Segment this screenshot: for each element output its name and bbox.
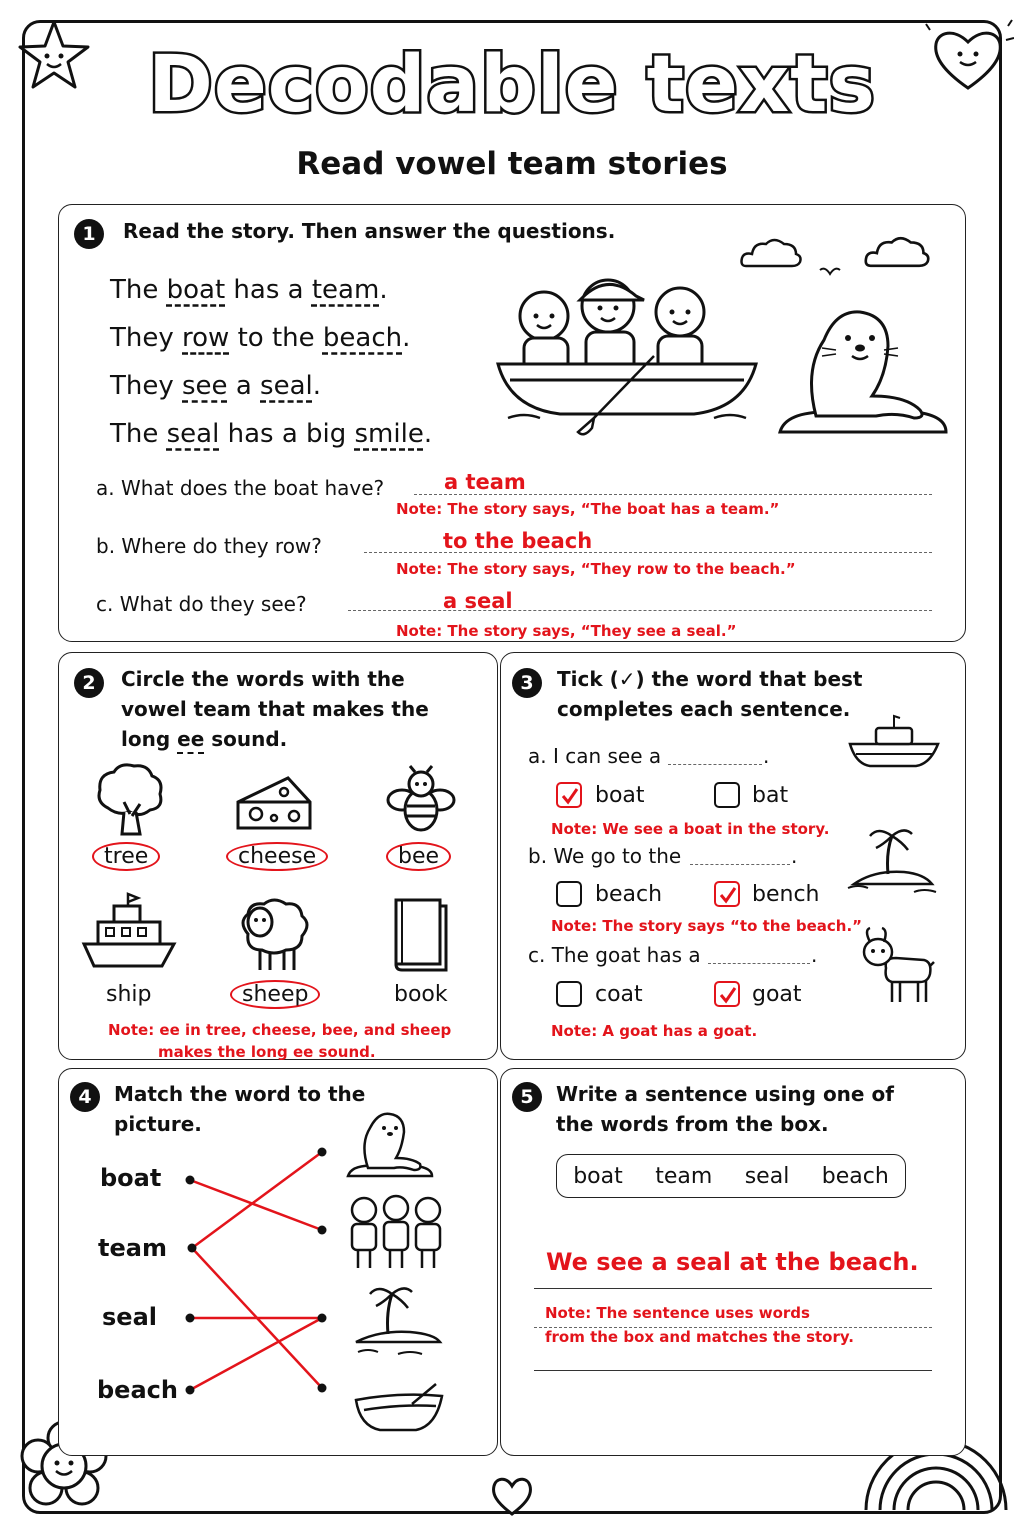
section-3-instruction-line-1: Tick (✓) the word that best <box>557 667 863 691</box>
question-b: b. Where do they row? <box>96 534 322 558</box>
section-2-number: 2 <box>74 668 104 698</box>
match-line <box>190 1180 322 1230</box>
match-dot-picture[interactable] <box>318 1148 327 1157</box>
section-4-instruction-line-2: picture. <box>114 1112 202 1136</box>
match-dot-word[interactable] <box>186 1314 195 1323</box>
match-word-team: team <box>98 1234 167 1262</box>
story-text-segment: . <box>312 371 321 401</box>
instruction-text: sound. <box>204 727 288 751</box>
word-tree[interactable]: tree <box>92 842 160 871</box>
word-cheese[interactable]: cheese <box>226 842 328 871</box>
match-dot-word[interactable] <box>186 1176 195 1185</box>
blank-end-a: . <box>763 744 770 768</box>
story-vowel-team-word: see <box>182 371 228 401</box>
seal-icon <box>346 1108 434 1180</box>
match-line <box>190 1318 322 1390</box>
story-text-segment: They <box>110 371 183 401</box>
section-1-instruction: Read the story. Then answer the questions. <box>123 219 616 243</box>
match-dot-word[interactable] <box>186 1386 195 1395</box>
written-sentence[interactable]: We see a seal at the beach. <box>546 1248 919 1276</box>
match-dot-picture[interactable] <box>318 1314 327 1323</box>
tick-prompt-a: a. I can see a <box>528 744 662 768</box>
tick-prompt-c: c. The goat has a <box>528 943 701 967</box>
page-title: Decodable texts <box>148 40 876 130</box>
story-vowel-team-word: team <box>311 275 380 305</box>
story-vowel-team-word: row <box>182 323 230 353</box>
box-word-boat: boat <box>573 1163 623 1189</box>
story-text-segment: . <box>379 275 388 305</box>
section-1-number: 1 <box>74 219 104 249</box>
note-a: Note: The story says, “The boat has a team.” <box>396 500 780 518</box>
match-word-seal: seal <box>102 1303 157 1331</box>
match-line <box>192 1152 322 1248</box>
question-a: a. What does the boat have? <box>96 476 385 500</box>
word-box <box>556 1154 906 1198</box>
section-5-instruction-line-2: the words from the box. <box>556 1112 829 1136</box>
story-text-segment: has a <box>225 275 312 305</box>
story-text-segment: to the <box>229 323 323 353</box>
section-5-number: 5 <box>512 1082 542 1112</box>
option-coat: coat <box>595 982 643 1007</box>
writing-line-1 <box>534 1288 932 1289</box>
section-4-instruction-line-1: Match the word to the <box>114 1082 366 1106</box>
word-sheep[interactable]: sheep <box>230 980 320 1009</box>
match-dot-picture[interactable] <box>318 1384 327 1393</box>
instruction-ee: ee <box>177 727 205 751</box>
answer-a[interactable]: a team <box>444 470 526 494</box>
option-bat: bat <box>752 783 789 808</box>
story-text-segment: The <box>110 419 167 449</box>
match-word-beach: beach <box>97 1376 178 1404</box>
story-text-segment: The <box>110 275 167 305</box>
section-5-note-line-1: Note: The sentence uses words <box>545 1304 810 1322</box>
box-word-beach: beach <box>821 1163 889 1189</box>
story-text-segment: . <box>402 323 411 353</box>
story-vowel-team-word: boat <box>166 275 226 305</box>
word-ship[interactable]: ship <box>106 982 152 1007</box>
section-4-number: 4 <box>70 1082 100 1112</box>
word-book[interactable]: book <box>394 982 448 1007</box>
writing-line-3 <box>534 1370 932 1371</box>
box-word-team: team <box>655 1163 713 1189</box>
note-c: Note: The story says, “They see a seal.” <box>396 622 737 640</box>
tick-note-a: Note: We see a boat in the story. <box>551 820 830 838</box>
section-2-instruction-line-2: vowel team that makes the <box>121 697 429 721</box>
blank-end-b: . <box>791 844 798 868</box>
story-vowel-team-word: seal <box>166 419 220 449</box>
tick-prompt-b: b. We go to the <box>528 844 682 868</box>
story-text-segment: . <box>423 419 433 449</box>
note-b: Note: The story says, “They row to the beach.” <box>396 560 796 578</box>
answer-c[interactable]: a seal <box>443 589 513 613</box>
question-c: c. What do they see? <box>96 592 307 616</box>
section-5-instruction-line-1: Write a sentence using one of <box>556 1082 894 1106</box>
answer-b[interactable]: to the beach <box>443 529 593 553</box>
story-text-segment: a <box>227 371 261 401</box>
section-3-number: 3 <box>512 668 542 698</box>
tick-note-b: Note: The story says “to the beach.” <box>551 917 863 935</box>
story-vowel-team-word: beach <box>322 323 403 353</box>
option-bench: bench <box>752 882 820 907</box>
section-3-instruction-line-2: completes each sentence. <box>557 697 851 721</box>
word-bee[interactable]: bee <box>386 842 451 871</box>
match-dot-picture[interactable] <box>318 1226 327 1235</box>
story-vowel-team-word: seal <box>260 371 313 401</box>
option-goat: goat <box>752 982 802 1007</box>
match-word-boat: boat <box>100 1164 162 1192</box>
beach-palm-icon <box>350 1282 444 1362</box>
blank-end-c: . <box>811 943 818 967</box>
tick-note-c: Note: A goat has a goat. <box>551 1022 758 1040</box>
story-text-segment: They <box>110 323 183 353</box>
page-subtitle: Read vowel team stories <box>296 146 728 182</box>
option-beach: beach <box>595 882 663 907</box>
instruction-text: long <box>121 727 178 751</box>
section-5-note-line-2: from the box and matches the story. <box>545 1328 854 1346</box>
story-vowel-team-word: smile <box>354 419 424 449</box>
rowboat-icon <box>352 1380 446 1436</box>
option-boat: boat <box>595 783 645 808</box>
story-text-segment: has a big <box>219 419 355 449</box>
children-team-icon <box>346 1190 444 1272</box>
match-dot-word[interactable] <box>188 1244 197 1253</box>
box-word-seal: seal <box>744 1163 790 1189</box>
section-2-instruction-line-1: Circle the words with the <box>121 667 405 691</box>
section-2-note-line-1: Note: ee in tree, cheese, bee, and sheep <box>108 1021 452 1039</box>
section-2-note-line-2: makes the long ee sound. <box>158 1043 376 1061</box>
